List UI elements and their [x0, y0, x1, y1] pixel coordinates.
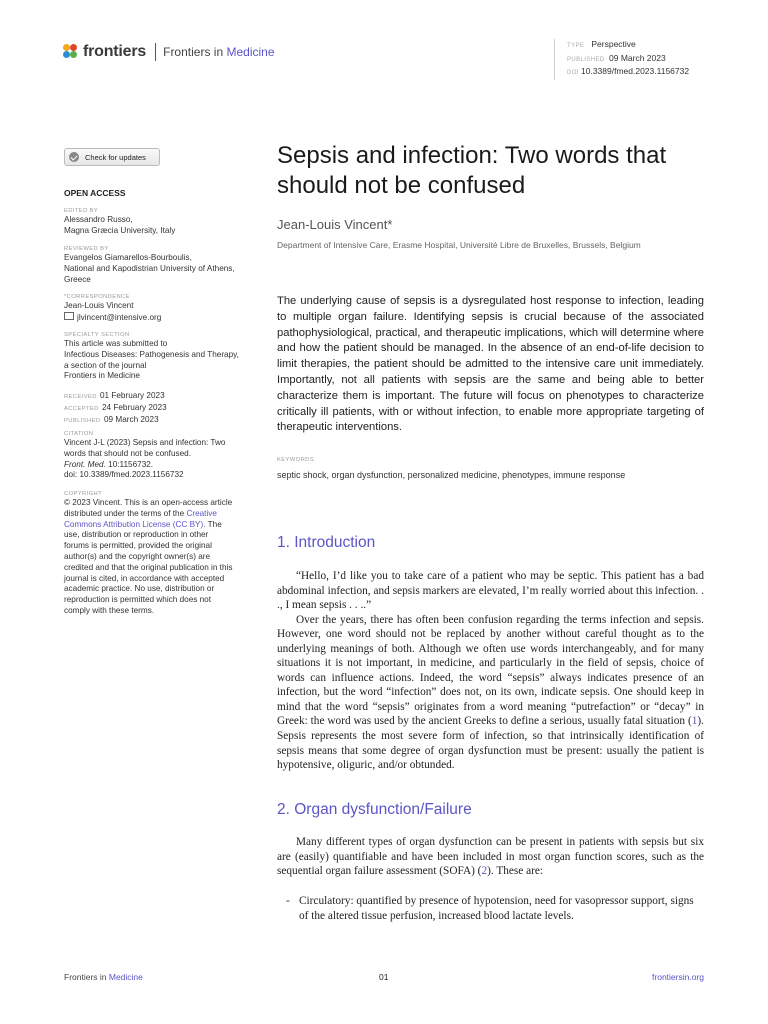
brand-name: frontiers	[83, 43, 147, 60]
article-dates: RECEIVED 01 February 2023 ACCEPTED 24 February 2023 PUBLISHED 09 March 2023	[64, 391, 167, 424]
article-title: Sepsis and infection: Two words that should not be confused	[277, 142, 667, 199]
meta-doi: DOI 10.3389/fmed.2023.1156732	[567, 66, 690, 76]
open-access-label: OPEN ACCESS	[64, 188, 126, 198]
list-item	[286, 894, 704, 923]
check-icon	[69, 152, 79, 162]
frontiers-logo-icon	[63, 44, 79, 60]
journal-header	[63, 42, 275, 62]
license-link-cont[interactable]: Commons Attribution License (CC BY)	[64, 519, 204, 529]
edited-by: EDITED BY Alessandro Russo, Magna Græcia University, Italy	[64, 208, 176, 235]
paragraph: Many different types of organ dysfunction can be present in patients with sepsis but six are (easily) quantifiable and have been included in most organ function scores, such as the sequential organ failure assessment (SOFA) (2). These are:	[277, 836, 704, 878]
specialty-section: SPECIALTY SECTION This article was submitted to Infectious Diseases: Pathogenesis and Therapy, a section of the journal Frontiers in Medicine	[64, 332, 239, 381]
author-name[interactable]: Jean-Louis Vincent*	[277, 217, 393, 232]
check-for-updates-button[interactable]	[64, 148, 160, 166]
introduction-body	[277, 569, 704, 773]
article-meta	[554, 39, 689, 80]
reference-link[interactable]: 1	[691, 715, 698, 728]
header-divider	[155, 43, 156, 61]
meta-published: PUBLISHED 09 March 2023	[567, 52, 666, 63]
copyright: COPYRIGHT © 2023 Vincent. This is an open-access article distributed under the terms of the Creative Commons Attribution License (CC BY). The use, distribution or reproduction in other forums is permitted, provided the original author(s) and the copyright owner(s) are credited and that the original publication in this journal is cited, in accordance with accepted academic practice. No use, distribution or reproduction is permitted which does not comply with these terms.	[64, 491, 233, 615]
journal-name: Frontiers in Medicine	[163, 45, 275, 59]
check-updates-label: Check for updates	[85, 152, 146, 162]
abstract: The underlying cause of sepsis is a dysregulated host response to infection, leading to multiple organ failure. Identifying sepsis is crucial because of the associated pathophysiological, practical, and therapeutic implications, which will determine where and how the patient should be managed. In the absence of an end-of-life decision to limit therapies, the patient should be admitted to the intensive care unit immediately. Importantly, not all patients with sepsis are the same and being able to better characterize them is important. The future will focus on phenotypes to characterize critically ill patients, with or without infection, to enable more appropriate targeting of therapeutic interventions.	[277, 295, 704, 434]
organ-dysfunction-body	[277, 835, 704, 879]
mail-icon	[64, 312, 74, 320]
keywords: septic shock, organ dysfunction, personalized medicine, phenotypes, immune response	[277, 470, 626, 480]
correspondence: *CORRESPONDENCE Jean-Louis Vincent jlvincent@intensive.org	[64, 294, 162, 322]
license-link[interactable]: Creative	[186, 508, 217, 518]
citation: CITATION Vincent J-L (2023) Sepsis and infection: Two words that should not be confused. Front. Med. 10:1156732. doi: 10.3389/fmed.2023.1156732	[64, 431, 226, 480]
bullet-dash: -	[286, 895, 290, 907]
correspondence-email[interactable]: jlvincent@intensive.org	[77, 312, 162, 322]
meta-type: TYPE Perspective	[567, 39, 636, 49]
reviewed-by: REVIEWED BY Evangelos Giamarellos-Bourboulis, National and Kapodistrian University of Athens, Greece	[64, 246, 235, 284]
section-heading-organ-dysfunction: 2. Organ dysfunction/Failure	[277, 801, 472, 818]
section-heading-introduction: 1. Introduction	[277, 534, 376, 551]
reference-link[interactable]: 2	[481, 865, 488, 878]
author-affiliation: Department of Intensive Care, Erasme Hospital, Université Libre de Bruxelles, Brussels, Belgium	[277, 240, 641, 250]
page-number: 01	[379, 972, 389, 982]
paragraph: “Hello, I’d like you to take care of a patient who may be septic. This patient has a bad abdominal infection, and sepsis markers are elevated, I’m really worried about this infection. . ., I mean sepsis . . ..”	[277, 570, 704, 612]
paragraph: Over the years, there has often been confusion regarding the terms infection and sepsis. However, one word should not be replaced by another without careful thought as to the underlying meanings of both. Although we often use words interchangeably, and for many situations it is not important, in medicine, and particularly in the field of sepsis, choice of words can influence actions. Indeed, the word “sepsis” always indicates presence of an infection, but the word “infection” does not, on its own, indicate sepsis. One should keep in mind that the word “sepsis” originates from a word meaning “putrefaction” or “decay” in Greek: the word was used by the ancient Greeks to define a serious, usually fatal situation (1). Sepsis represents the most severe form of infection, so that intrinsically identification of sepsis means that some degree of organ dysfunction must be present: usually the patient is hypotensive, oliguric, and/or obtunded.	[277, 613, 704, 772]
footer-journal: Frontiers in Medicine	[64, 972, 143, 982]
footer-site-link[interactable]: frontiersin.org	[652, 972, 704, 982]
list-item-text: Circulatory: quantified by presence of hypotension, need for vasopressor support, signs of the altered tissue perfusion, increased blood lactate levels.	[299, 895, 694, 922]
keywords-label: KEYWORDS	[277, 457, 315, 463]
